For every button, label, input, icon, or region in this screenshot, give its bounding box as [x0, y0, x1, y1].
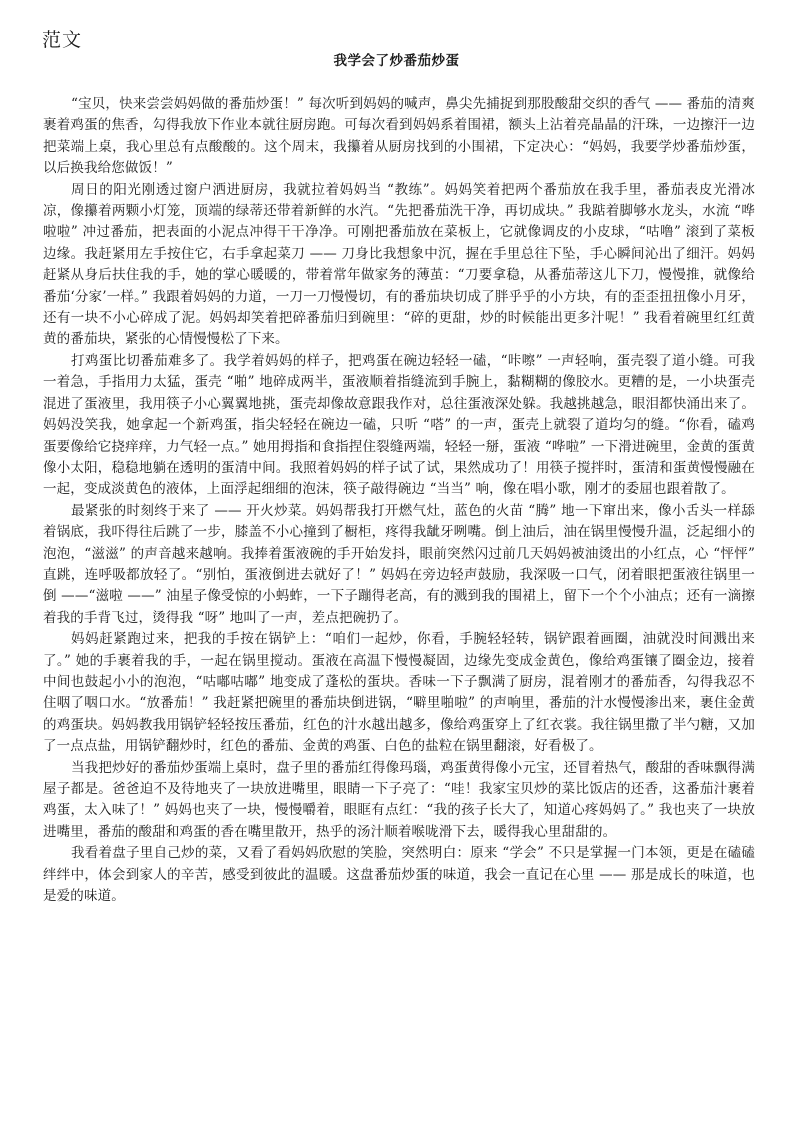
paragraph-1: “宝贝，快来尝尝妈妈做的番茄炒蛋！” 每次听到妈妈的喊声，鼻尖先捕捉到那股酸甜交织的香气 —— 番茄的清爽裹着鸡蛋的焦香，勾得我放下作业本就往厨房跑。可每次看到妈妈系着围裙，额头上沾着亮晶晶的汗珠，一边擦汗一边把菜端上桌，我心里总有点酸酸的。这个周末，我攥着从厨房找到的小围裙，下定决心：“妈妈，我要学炒番茄炒蛋，以后换我给您做饭！”	[43, 96, 755, 177]
paragraph-2: 周日的阳光刚透过窗户洒进厨房，我就拉着妈妈当 “教练”。妈妈笑着把两个番茄放在我手里，番茄表皮光滑冰凉，像攥着两颗小灯笼，顶端的绿蒂还带着新鲜的水汽。“先把番茄洗干净，再切成块。” 我踮着脚够水龙头，水流 “哗啦啦” 冲过番茄，把表面的小泥点冲得干干净净。可刚把番茄放在菜板上，它就像调皮的小皮球，“咕噜” 滚到了菜板边缘。我赶紧用左手按住它，右手拿起菜刀 —— 刀身比我想象中沉，握在手里总往下坠，手心瞬间沁出了细汗。妈妈赶紧从身后扶住我的手，她的掌心暖暖的，带着常年做家务的薄茧：“刀要拿稳，从番茄蒂这儿下刀，慢慢推，就像给番茄‘分家’一样。” 我跟着妈妈的力道，一刀一刀慢慢切，有的番茄块切成了胖乎乎的小方块，有的歪歪扭扭像小月牙，还有一块不小心碎成了泥。妈妈却笑着把碎番茄归到碗里：“碎的更甜，炒的时候能出更多汁呢！” 我看着碗里红红黄黄的番茄块，紧张的心情慢慢松了下来。	[43, 181, 755, 348]
paragraph-6: 当我把炒好的番茄炒蛋端上桌时，盘子里的番茄红得像玛瑙，鸡蛋黄得像小元宝，还冒着热气，酸甜的香味飘得满屋子都是。爸爸迫不及待地夹了一块放进嘴里，眼睛一下子亮了：“哇！我家宝贝炒的菜比饭店的还香，这番茄汁裹着鸡蛋，太入味了！” 妈妈也夹了一块，慢慢嚼着，眼眶有点红：“我的孩子长大了，知道心疼妈妈了。” 我也夹了一块放进嘴里，番茄的酸甜和鸡蛋的香在嘴里散开，热乎的汤汁顺着喉咙滑下去，暖得我心里甜甜的。	[43, 759, 755, 840]
paragraph-5: 妈妈赶紧跑过来，把我的手按在锅铲上：“咱们一起炒，你看，手腕轻轻转，锅铲跟着画圈，油就没时间溅出来了。” 她的手裹着我的手，一起在锅里搅动。蛋液在高温下慢慢凝固，边缘先变成金黄色，像给鸡蛋镶了圈金边，接着中间也鼓起小小的泡泡，“咕嘟咕嘟” 地变成了蓬松的蛋块。香味一下子飘满了厨房，混着刚才的番茄香，勾得我忍不住咽了咽口水。“放番茄！” 我赶紧把碗里的番茄块倒进锅，“噼里啪啦” 的声响里，番茄的汁水慢慢渗出来，裹住金黄的鸡蛋块。妈妈教我用锅铲轻轻按压番茄，红色的汁水越出越多，像给鸡蛋穿上了红衣裳。我往锅里撒了半勺糖，又加了一点点盐，用锅铲翻炒时，红色的番茄、金黄的鸡蛋、白色的盐粒在锅里翻滚，好看极了。	[43, 631, 755, 755]
paragraph-7: 我看着盘子里自己炒的菜，又看了看妈妈欣慰的笑脸，突然明白：原来 “学会” 不只是掌握一门本领，更是在磕磕绊绊中，体会到家人的辛苦，感受到彼此的温暖。这盘番茄炒蛋的味道，我会一直记在心里 —— 那是成长的味道，也是爱的味道。	[43, 845, 755, 905]
document-label: 范文	[42, 29, 83, 51]
paragraph-4: 最紧张的时刻终于来了 —— 开火炒菜。妈妈帮我打开燃气灶，蓝色的火苗 “腾” 地一下窜出来，像小舌头一样舔着锅底，我吓得往后跳了一步，膝盖不小心撞到了橱柜，疼得我龇牙咧嘴。倒上油后，油在锅里慢慢升温，泛起细小的泡泡，“滋滋” 的声音越来越响。我捧着蛋液碗的手开始发抖，眼前突然闪过前几天妈妈被油烫出的小红点，心 “怦怦” 直跳，连呼吸都放轻了。“别怕，蛋液倒进去就好了！” 妈妈在旁边轻声鼓励，我深吸一口气，闭着眼把蛋液往锅里一倒 ——“滋啦 ——” 油星子像受惊的小蚂蚱，一下子蹦得老高，有的溅到我的围裙上，留下一个个小油点；还有一滴擦着我的手背飞过，烫得我 “呀” 地叫了一声，差点把碗扔了。	[43, 502, 755, 626]
document-body	[43, 94, 755, 907]
document-title: 我学会了炒番茄炒蛋	[333, 53, 460, 69]
paragraph-3: 打鸡蛋比切番茄难多了。我学着妈妈的样子，把鸡蛋在碗边轻轻一磕，“咔嚓” 一声轻响，蛋壳裂了道小缝。可我一着急，手指用力太猛，蛋壳 “啪” 地碎成两半，蛋液顺着指缝流到手腕上，黏糊糊的像胶水。更糟的是，一小块蛋壳混进了蛋液里，我用筷子小心翼翼地挑，蛋壳却像故意跟我作对，总往蛋液深处躲。我越挑越急，眼泪都快涌出来了。妈妈没笑我，她拿起一个新鸡蛋，指尖轻轻在碗边一磕，只听 “嗒” 的一声，蛋壳上就裂了道均匀的缝。“你看，磕鸡蛋要像给它挠痒痒，力气轻一点。” 她用拇指和食指捏住裂缝两端，轻轻一掰，蛋液 “哗啦” 一下滑进碗里，金黄的蛋黄像小太阳，稳稳地躺在透明的蛋清中间。我照着妈妈的样子试了试，果然成功了！用筷子搅拌时，蛋清和蛋黄慢慢融在一起，变成淡黄色的液体，上面浮起细细的泡沫，筷子敲得碗边 “当当” 响，像在唱小歌，刚才的委屈也跟着散了。	[43, 352, 755, 498]
